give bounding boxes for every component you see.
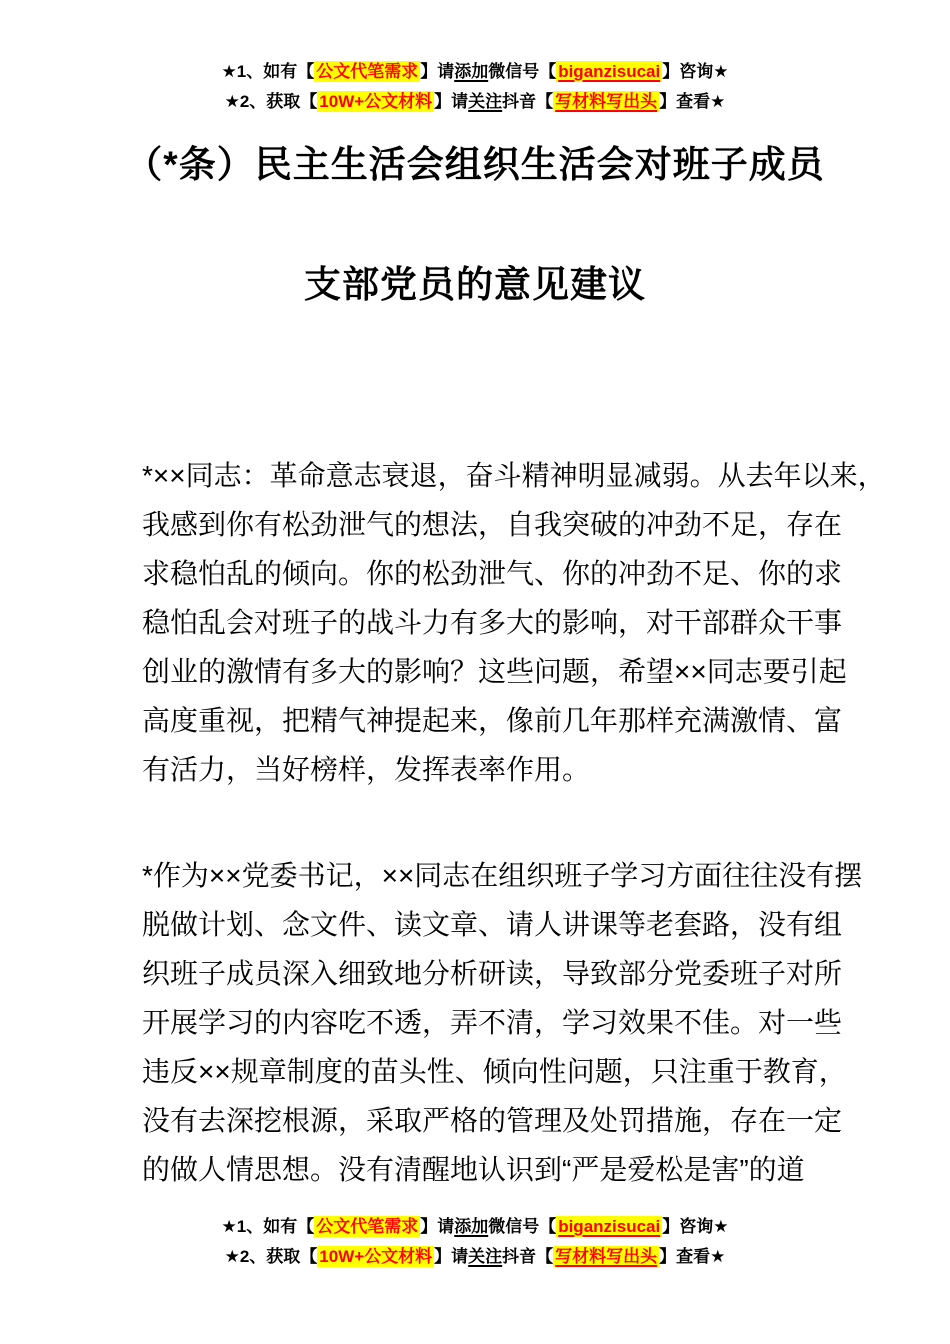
promo-segment: 微信号【	[488, 62, 557, 81]
text-line: 开展学习的内容吃不透，弄不清，学习效果不佳。对一些	[142, 1007, 843, 1038]
text-line: 稳怕乱会对班子的战斗力有多大的影响，对干部群众干事	[142, 607, 843, 638]
text-line: 高度重视，把精气神提起来，像前几年那样充满激情、富	[142, 705, 843, 736]
promo-segment: 公文代笔需求	[316, 1217, 419, 1236]
text-line: 创业的激情有多大的影响？这些问题，希望××同志要引起	[142, 656, 847, 687]
promo-segment: 】查看★	[659, 1247, 726, 1266]
promo-segment: ★2、获取【	[224, 92, 318, 111]
promo-banner-top	[0, 0, 950, 117]
promo-segment: 10W+公文材料	[319, 1247, 433, 1266]
text-line: *××同志：革命意志衰退，奋斗精神明显减弱。从去年以来，	[142, 460, 886, 491]
promo-line-2	[0, 1242, 950, 1272]
paragraph-1	[142, 451, 886, 794]
promo-segment: 关注	[468, 92, 503, 111]
promo-segment: 】咨询★	[662, 1217, 729, 1236]
text-line: 没有去深挖根源，采取严格的管理及处罚措施，存在一定	[142, 1105, 843, 1136]
text-line: 织班子成员深入细致地分析研读，导致部分党委班子对所	[142, 958, 843, 989]
text-line: 求稳怕乱的倾向。你的松劲泄气、你的冲劲不足、你的求	[142, 558, 843, 589]
promo-segment: 10W+公文材料	[319, 92, 433, 111]
promo-segment: 添加	[454, 1217, 489, 1236]
text-line: 违反××规章制度的苗头性、倾向性问题，只注重于教育，	[142, 1056, 847, 1087]
text-line: 我感到你有松劲泄气的想法，自我突破的冲劲不足，存在	[142, 509, 843, 540]
promo-segment: 微信号【	[488, 1217, 557, 1236]
promo-segment: ★1、如有【	[221, 62, 315, 81]
promo-segment: 关注	[468, 1247, 503, 1266]
paragraph-2	[142, 851, 863, 1194]
promo-segment: 】咨询★	[662, 62, 729, 81]
text-line: *作为××党委书记，××同志在组织班子学习方面往往没有摆	[142, 860, 863, 891]
promo-segment: 抖音【	[502, 1247, 554, 1266]
promo-segment: 】请	[420, 1217, 455, 1236]
promo-segment: 】请	[420, 62, 455, 81]
promo-segment: biganzisucai	[558, 62, 661, 81]
promo-segment: 公文代笔需求	[316, 62, 419, 81]
document-title-line1: （*条）民主生活会组织生活会对班子成员	[125, 144, 825, 185]
promo-segment: 】请	[434, 92, 469, 111]
text-line: 有活力，当好榜样，发挥表率作用。	[142, 754, 591, 785]
promo-segment: ★2、获取【	[224, 1247, 318, 1266]
promo-segment: biganzisucai	[558, 1217, 661, 1236]
promo-segment: 添加	[454, 62, 489, 81]
document-title	[0, 135, 950, 315]
promo-segment: 抖音【	[502, 92, 554, 111]
promo-segment: 】查看★	[659, 92, 726, 111]
promo-banner-bottom	[0, 1212, 950, 1272]
text-line: 的做人情思想。没有清醒地认识到“严是爱松是害”的道	[142, 1154, 805, 1185]
promo-segment: 写材料写出头	[555, 92, 658, 111]
promo-line-1	[0, 1212, 950, 1242]
text-line: 脱做计划、念文件、读文章、请人讲课等老套路，没有组	[142, 909, 843, 940]
document-title-line2: 支部党员的意见建议	[304, 264, 646, 305]
promo-segment: 写材料写出头	[555, 1247, 658, 1266]
promo-line-2	[0, 87, 950, 117]
promo-segment: 】请	[434, 1247, 469, 1266]
promo-line-1	[0, 57, 950, 87]
promo-segment: ★1、如有【	[221, 1217, 315, 1236]
document-body	[142, 451, 886, 1194]
